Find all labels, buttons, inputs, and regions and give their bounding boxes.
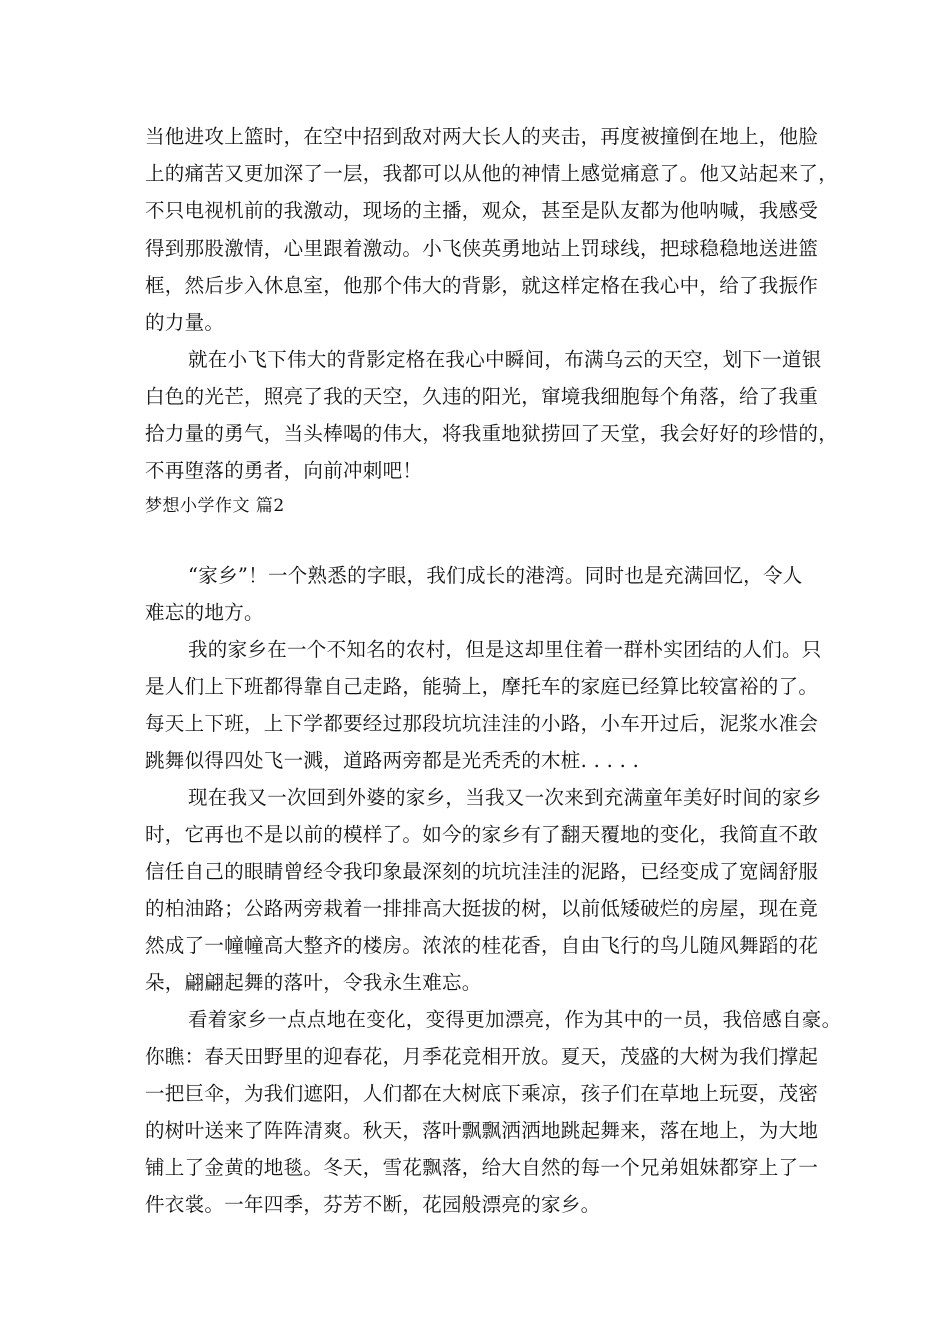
text-line: 我的家乡在一个不知名的农村，但是这却里住着一群朴实团结的人们。只: [188, 638, 822, 661]
text-line: 的力量。: [145, 311, 225, 334]
text-line: 框，然后步入休息室，他那个伟大的背影，就这样定格在我心中，给了我振作: [145, 274, 819, 297]
text-line: 信任自己的眼睛曾经令我印象最深刻的坑坑洼洼的泥路，已经变成了宽阔舒服: [145, 860, 819, 883]
text-line: 当他进攻上篮时，在空中招到敌对两大长人的夹击，再度被撞倒在地上，他脸: [145, 125, 819, 148]
text-line: 不再堕落的勇者，向前冲刺吧！: [145, 459, 423, 482]
text-line: 铺上了金黄的地毯。冬天，雪花飘落，给大自然的每一个兄弟姐妹都穿上了一: [145, 1156, 819, 1179]
text-line: 的树叶送来了阵阵清爽。秋天，落叶飘飘洒洒地跳起舞来，落在地上，为大地: [145, 1119, 819, 1142]
text-line: 的柏油路；公路两旁栽着一排排高大挺拔的树，以前低矮破烂的房屋，现在竟: [145, 897, 819, 920]
text-line: 朵，翩翩起舞的落叶，令我永生难忘。: [145, 971, 482, 994]
text-line: 就在小飞下伟大的背影定格在我心中瞬间，布满乌云的天空，划下一道银: [188, 348, 822, 371]
section-heading: 梦想小学作文 篇2: [145, 496, 285, 516]
text-line: 件衣裳。一年四季，芬芳不断，花园般漂亮的家乡。: [145, 1193, 601, 1216]
text-line: 上的痛苦又更加深了一层，我都可以从他的神情上感觉痛意了。他又站起来了，: [145, 162, 839, 185]
text-line: 拾力量的勇气，当头棒喝的伟大，将我重地狱捞回了天堂，我会好好的珍惜的，: [145, 422, 839, 445]
text-line: 一把巨伞，为我们遮阳，人们都在大树底下乘凉，孩子们在草地上玩耍，茂密: [145, 1082, 819, 1105]
text-line: 然成了一幢幢高大整齐的楼房。浓浓的桂花香，自由飞行的鸟儿随风舞蹈的花: [145, 934, 819, 957]
text-line: 白色的光芒，照亮了我的天空，久违的阳光，窜境我细胞每个角落，给了我重: [145, 385, 819, 408]
text-line: 每天上下班，上下学都要经过那段坑坑洼洼的小路，小车开过后，泥浆水准会: [145, 712, 819, 735]
text-line: 时，它再也不是以前的模样了。如今的家乡有了翻天覆地的变化，我简直不敢: [145, 823, 819, 846]
text-line: “家乡”！一个熟悉的字眼，我们成长的港湾。同时也是充满回忆，令人: [188, 564, 803, 587]
text-line: 不只电视机前的我激动，现场的主播，观众，甚至是队友都为他呐喊，我感受: [145, 199, 819, 222]
text-line: 难忘的地方。: [145, 601, 264, 624]
text-line: 跳舞似得四处飞一溅，道路两旁都是光秃秃的木桩. . . . .: [145, 749, 640, 772]
text-line: 是人们上下班都得靠自己走路，能骑上，摩托车的家庭已经算比较富裕的了。: [145, 675, 819, 698]
text-line: 现在我又一次回到外婆的家乡，当我又一次来到充满童年美好时间的家乡: [188, 786, 822, 809]
text-line: 你瞧：春天田野里的迎春花，月季花竞相开放。夏天，茂盛的大树为我们撑起: [145, 1045, 819, 1068]
text-line: 看着家乡一点点地在变化，变得更加漂亮，作为其中的一员，我倍感自豪。: [188, 1008, 842, 1031]
text-line: 得到那股激情，心里跟着激动。小飞侠英勇地站上罚球线，把球稳稳地送进篮: [145, 237, 819, 260]
